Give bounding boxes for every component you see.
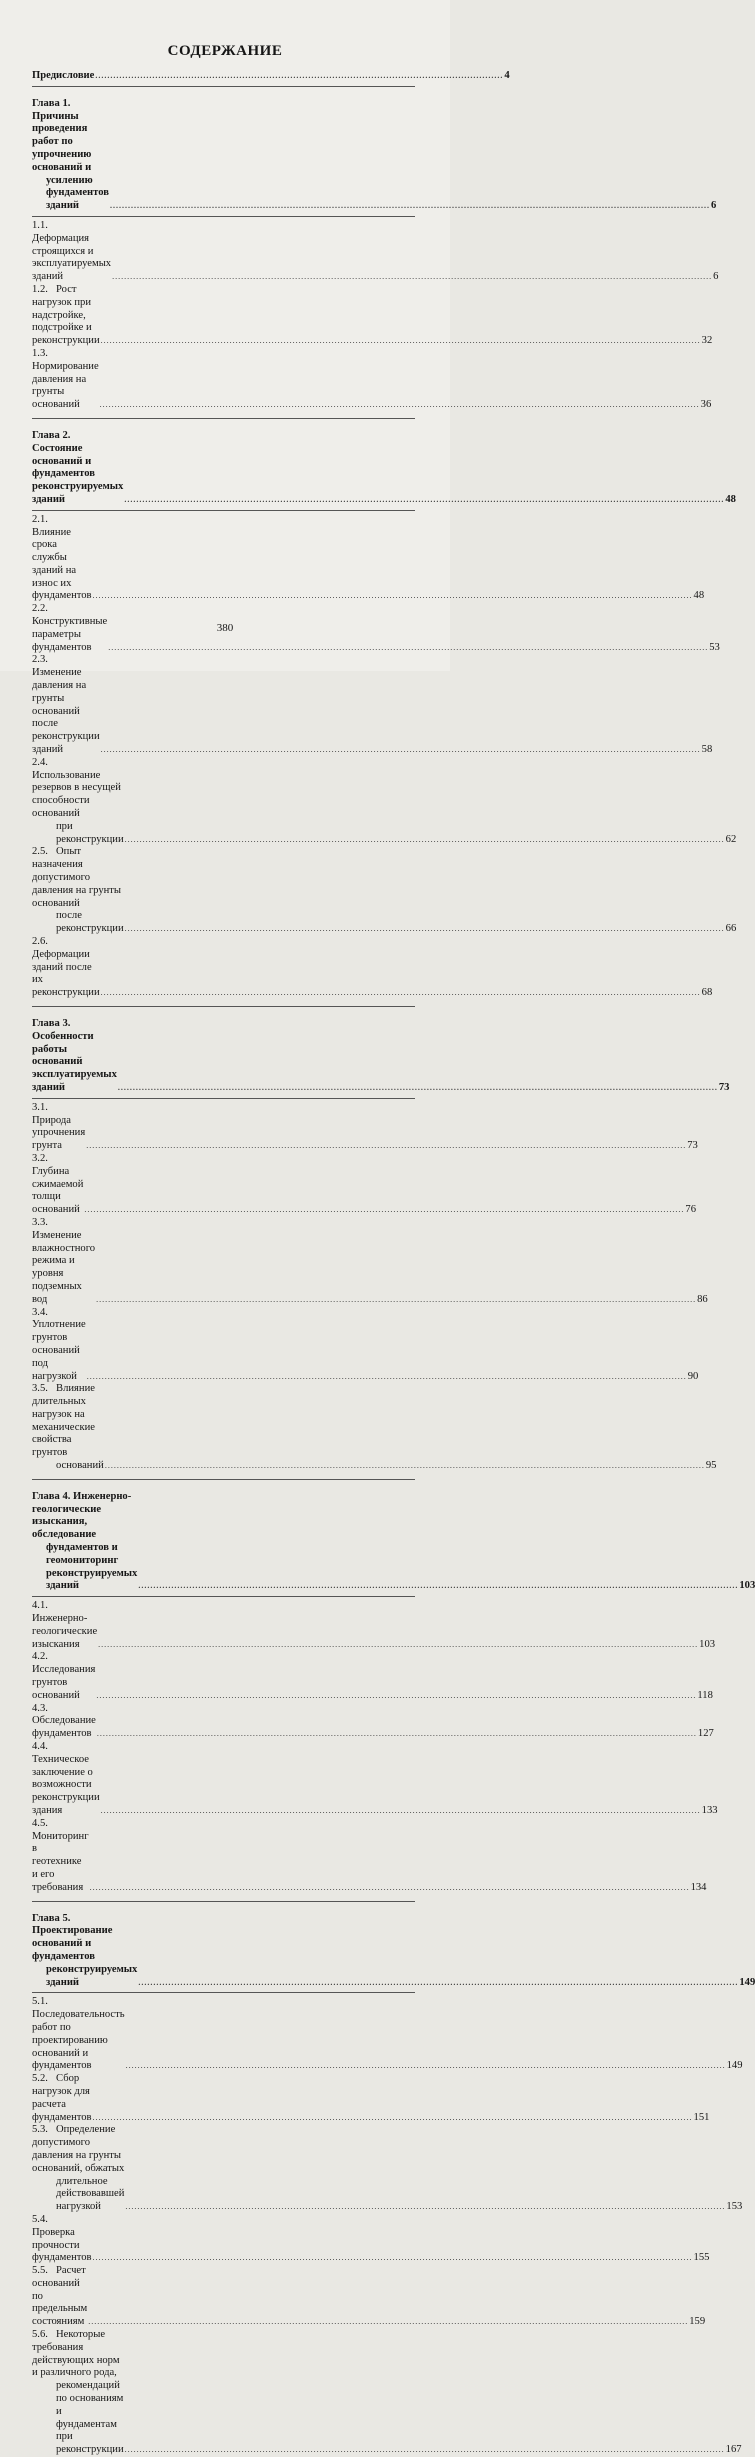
item-title: Изменение влажностного режима и уровня подземных вод xyxy=(32,1229,96,1305)
dot-leader: ........................................................................................................................................................................................................ xyxy=(124,494,725,504)
item-number: 5.1. xyxy=(32,1996,48,2008)
dot-leader: ........................................................................................................................................................................................................ xyxy=(124,2445,725,2455)
divider xyxy=(32,418,415,419)
toc-preface xyxy=(32,70,510,83)
dot-leader: ........................................................................................................................................................................................................ xyxy=(84,1205,685,1215)
chapter-page: 48 xyxy=(725,493,736,505)
dot-leader: ........................................................................................................................................................................................................ xyxy=(109,201,710,211)
chapter-title: Глава 5. Проектирование оснований и фундаментов xyxy=(32,1912,113,1962)
item-number: 4.1. xyxy=(32,1600,48,1612)
item-title: Глубина сжимаемой толщи оснований xyxy=(32,1165,84,1216)
item-title-cont: длительное действовавшей нагрузкой xyxy=(56,2175,125,2213)
dot-leader: ........................................................................................................................................ xyxy=(95,71,504,80)
toc-item xyxy=(32,2124,743,2214)
item-page: 86 xyxy=(697,1293,708,1305)
item-page: 153 xyxy=(726,2201,743,2213)
chapter-page: 149 xyxy=(739,1976,755,1988)
chapter-title-cont: реконструируемых зданий xyxy=(46,1963,138,1988)
item-title: Определение допустимого давления на грунты оснований, обжатых xyxy=(32,2124,125,2174)
item-number: 2.3. xyxy=(32,654,48,666)
item-page: 118 xyxy=(697,1689,713,1701)
item-number: 1.3. xyxy=(32,347,48,359)
item-page: 149 xyxy=(726,2060,743,2072)
toc-item xyxy=(32,1152,696,1217)
divider xyxy=(32,86,415,87)
item-title: Деформации зданий после их реконструкции xyxy=(32,948,100,999)
chapter-title-cont: усилению фундаментов зданий xyxy=(46,174,109,212)
dot-leader: ........................................................................................................................................................................................................ xyxy=(138,1977,739,1987)
item-title: Некоторые требования действующих норм и различного рода, xyxy=(32,2329,120,2379)
toc-item xyxy=(32,846,737,936)
table-of-contents xyxy=(32,70,755,2457)
item-title-cont: после реконструкции xyxy=(56,910,124,935)
dot-leader: ........................................................................................................................................................................................................ xyxy=(112,272,713,282)
item-page: 134 xyxy=(690,1881,707,1893)
item-title: Последовательность работ по проектированию оснований и фундаментов xyxy=(32,2009,125,2072)
item-title: Проверка прочности фундаментов xyxy=(32,2226,92,2264)
item-page: 58 xyxy=(701,744,713,756)
item-page: 167 xyxy=(725,2444,742,2456)
item-page: 48 xyxy=(693,590,705,602)
item-title: Расчет оснований по предельным состояниям xyxy=(32,2265,88,2328)
item-page: 90 xyxy=(687,1370,699,1382)
toc-item xyxy=(32,347,712,412)
chapter-page: 73 xyxy=(718,1081,730,1093)
item-number: 4.4. xyxy=(32,1741,48,1753)
item-page: 62 xyxy=(725,833,737,845)
item-number: 3.4. xyxy=(32,1306,48,1318)
dot-leader: ........................................................................................................................................................................................................ xyxy=(92,2112,693,2122)
item-page: 66 xyxy=(725,923,737,935)
toc-chapter xyxy=(32,1912,755,1990)
item-page: 155 xyxy=(693,2252,710,2264)
item-title: Опыт назначения допустимого давления на грунты оснований xyxy=(32,846,122,909)
item-page: 103 xyxy=(699,1638,716,1650)
item-title: Техническое заключение о возможности реконструкции здания xyxy=(32,1753,100,1816)
divider xyxy=(32,1901,415,1902)
item-title: Нормирование давления на грунты оснований xyxy=(32,360,99,411)
item-page: 73 xyxy=(687,1140,698,1152)
dot-leader: ........................................................................................................................................................................................................ xyxy=(138,1581,739,1591)
item-page: 36 xyxy=(700,399,712,411)
dot-leader: ........................................................................................................................................................................................................ xyxy=(108,642,709,652)
toc-item xyxy=(32,1702,714,1741)
dot-leader: ........................................................................................................................................................................................................ xyxy=(92,2253,693,2263)
item-page: 159 xyxy=(689,2316,706,2328)
chapter-page: 6 xyxy=(710,200,717,212)
item-title: Сбор нагрузок для расчета фундаментов xyxy=(32,2073,92,2123)
dot-leader: ........................................................................................................................................................................................................ xyxy=(100,336,701,346)
item-number: 2.2. xyxy=(32,603,48,615)
toc-preface-title: Предисловие xyxy=(32,70,95,81)
dot-leader: ........................................................................................................................................................................................................ xyxy=(96,1729,697,1739)
item-page: 127 xyxy=(697,1728,714,1740)
dot-leader: ........................................................................................................................................................................................................ xyxy=(98,1639,699,1649)
toc-item xyxy=(32,1101,698,1153)
toc-item xyxy=(32,654,713,756)
item-title-cont: при реконструкции xyxy=(56,820,124,845)
divider xyxy=(32,510,415,511)
item-title: Деформация строящихся и эксплуатируемых зданий xyxy=(32,232,112,283)
dot-leader: ........................................................................................................................................................................................................ xyxy=(86,1141,687,1151)
item-page: 76 xyxy=(685,1204,696,1216)
item-number: 5.5. xyxy=(32,2265,48,2277)
item-title: Изменение давления на грунты оснований после реконструкции зданий xyxy=(32,667,100,756)
divider xyxy=(32,1596,415,1597)
item-title: Обследование фундаментов xyxy=(32,1715,96,1740)
item-page: 68 xyxy=(701,987,713,999)
item-page: 95 xyxy=(705,1460,717,1472)
divider xyxy=(32,1479,415,1480)
toc-item xyxy=(32,936,713,1000)
item-title: Рост нагрузок при надстройке, подстройке и реконструкции xyxy=(32,283,100,347)
item-number: 2.6. xyxy=(32,936,48,947)
item-number: 4.2. xyxy=(32,1651,48,1663)
item-number: 5.2. xyxy=(32,2073,48,2085)
item-title: Исследования грунтов оснований xyxy=(32,1664,96,1701)
toc-item xyxy=(32,756,737,847)
toc-item xyxy=(32,219,719,284)
toc-item xyxy=(32,1306,699,1384)
toc-item xyxy=(32,2073,710,2124)
chapter-title: Глава 4. Инженерно-геологические изыскания, обследование xyxy=(32,1490,132,1541)
toc-item xyxy=(32,2265,706,2329)
divider xyxy=(32,1992,415,1993)
item-number: 5.6. xyxy=(32,2329,48,2341)
item-number: 2.1. xyxy=(32,513,48,525)
chapter-page: 103 xyxy=(739,1580,755,1592)
dot-leader: ........................................................................................................................................................................................................ xyxy=(99,400,700,410)
item-number: 4.3. xyxy=(32,1702,48,1714)
dot-leader: ........................................................................................................................................................................................................ xyxy=(89,1882,690,1892)
toc-preface-page: 4 xyxy=(504,70,510,81)
item-title: Влияние длительных нагрузок на механические свойства грунтов xyxy=(32,1383,95,1459)
dot-leader: ........................................................................................................................................................................................................ xyxy=(96,1294,697,1304)
dot-leader: ........................................................................................................................................................................................................ xyxy=(104,1461,705,1471)
toc-chapter xyxy=(32,97,717,213)
toc-item xyxy=(32,1651,713,1702)
item-number: 1.1. xyxy=(32,219,48,231)
item-title: Уплотнение грунтов оснований под нагрузкой xyxy=(32,1319,86,1382)
item-number: 5.3. xyxy=(32,2124,48,2136)
toc-chapter xyxy=(32,429,736,507)
toc-item xyxy=(32,2329,742,2457)
dot-leader: ........................................................................................................................................................................................................ xyxy=(86,1371,687,1381)
item-number: 3.3. xyxy=(32,1216,48,1228)
item-number: 3.1. xyxy=(32,1101,48,1113)
item-page: 151 xyxy=(693,2111,710,2123)
page-title: СОДЕРЖАНИЕ xyxy=(167,43,283,59)
toc-item xyxy=(32,1817,707,1895)
dot-leader: ........................................................................................................................................................................................................ xyxy=(96,1690,697,1700)
toc-item xyxy=(32,1741,718,1818)
toc-item xyxy=(32,513,705,604)
divider xyxy=(32,1006,415,1007)
item-number: 2.5. xyxy=(32,846,48,858)
item-page: 53 xyxy=(709,641,720,653)
item-number: 5.4. xyxy=(32,2213,48,2225)
dot-leader: ........................................................................................................................................................................................................ xyxy=(100,988,701,998)
item-title: Конструктивные параметры фундаментов xyxy=(32,616,108,653)
toc-item xyxy=(32,2213,710,2265)
chapter-title: Глава 1. Причины проведения работ по упрочнению оснований и xyxy=(32,97,92,173)
dot-leader: ........................................................................................................................................................................................................ xyxy=(100,745,701,755)
item-title: Инженерно-геологические изыскания xyxy=(32,1613,98,1650)
toc-chapter xyxy=(32,1017,730,1095)
dot-leader: ........................................................................................................................................................................................................ xyxy=(124,834,725,844)
item-number: 4.5. xyxy=(32,1817,48,1829)
dot-leader: ........................................................................................................................................................................................................ xyxy=(92,591,693,601)
dot-leader: ........................................................................................................................................................................................................ xyxy=(100,1806,701,1815)
item-page: 133 xyxy=(701,1805,718,1816)
chapter-title-cont: фундаментов и геомониторинг реконструируемых зданий xyxy=(46,1542,138,1592)
item-title: Мониторинг в геотехнике и его требования xyxy=(32,1830,89,1893)
divider xyxy=(32,1098,415,1099)
page-number: 380 xyxy=(216,622,234,634)
item-page: 6 xyxy=(713,271,719,283)
toc-item xyxy=(32,283,713,348)
item-title: Использование резервов в несущей способности оснований xyxy=(32,769,121,820)
dot-leader: ........................................................................................................................................................................................................ xyxy=(125,2202,726,2212)
item-title: Влияние срока службы зданий на износ их фундаментов xyxy=(32,526,92,602)
dot-leader: ........................................................................................................................................................................................................ xyxy=(88,2317,689,2327)
chapter-title: Глава 2. Состояние оснований и фундаментов реконструируемых зданий xyxy=(32,429,124,505)
item-number: 3.5. xyxy=(32,1383,48,1395)
divider xyxy=(32,216,415,217)
item-title: Природа упрочнения грунта xyxy=(32,1114,86,1152)
chapter-title: Глава 3. Особенности работы оснований эксплуатируемых зданий xyxy=(32,1017,117,1093)
item-title-cont: рекомендаций по основаниям и фундаментам при реконструкции xyxy=(56,2380,124,2456)
chapters-list xyxy=(32,97,755,2457)
toc-item xyxy=(32,1600,716,1651)
item-title-cont: оснований xyxy=(56,1460,104,1472)
toc-item xyxy=(32,1996,743,2073)
item-page: 32 xyxy=(701,335,713,347)
toc-item xyxy=(32,1383,717,1473)
item-number: 2.4. xyxy=(32,756,48,768)
dot-leader: ........................................................................................................................................................................................................ xyxy=(124,924,725,934)
dot-leader: ........................................................................................................................................................................................................ xyxy=(125,2061,726,2071)
dot-leader: ........................................................................................................................................................................................................ xyxy=(117,1082,718,1092)
toc-chapter xyxy=(32,1490,755,1593)
item-number: 3.2. xyxy=(32,1152,48,1164)
item-number: 1.2. xyxy=(32,283,48,295)
toc-item xyxy=(32,1216,708,1307)
